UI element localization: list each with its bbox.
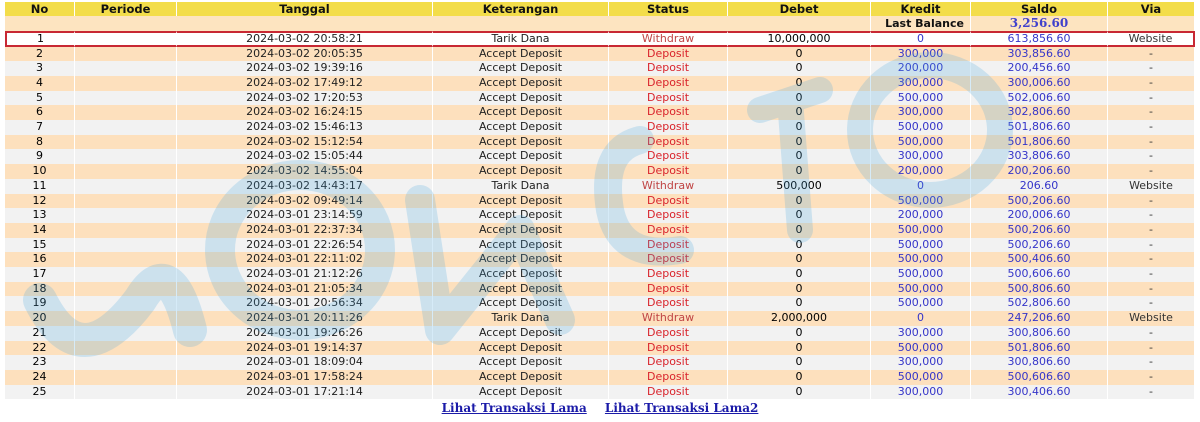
row-kredit: 500,000 bbox=[871, 194, 971, 209]
transaction-table bbox=[5, 2, 1195, 399]
row-debet: 0 bbox=[728, 326, 871, 341]
row-saldo: 300,806.60 bbox=[971, 326, 1108, 341]
row-via: - bbox=[1108, 61, 1195, 76]
row-saldo: 303,806.60 bbox=[971, 149, 1108, 164]
row-via: - bbox=[1108, 105, 1195, 120]
header-periode: Periode bbox=[75, 2, 177, 16]
row-periode bbox=[75, 223, 177, 238]
row-via: - bbox=[1108, 326, 1195, 341]
row-tanggal: 2024-03-01 22:37:34 bbox=[177, 223, 433, 238]
row-status: Deposit bbox=[609, 252, 728, 267]
row-keterangan: Accept Deposit bbox=[433, 355, 609, 370]
row-keterangan: Accept Deposit bbox=[433, 252, 609, 267]
row-status: Deposit bbox=[609, 223, 728, 238]
row-tanggal: 2024-03-02 16:24:15 bbox=[177, 105, 433, 120]
row-kredit: 500,000 bbox=[871, 341, 971, 356]
row-keterangan: Accept Deposit bbox=[433, 370, 609, 385]
row-tanggal: 2024-03-01 19:26:26 bbox=[177, 326, 433, 341]
row-periode bbox=[75, 341, 177, 356]
row-status: Deposit bbox=[609, 341, 728, 356]
row-status: Deposit bbox=[609, 105, 728, 120]
row-no: 15 bbox=[5, 238, 75, 253]
row-saldo: 200,006.60 bbox=[971, 208, 1108, 223]
row-via: - bbox=[1108, 223, 1195, 238]
row-kredit: 200,000 bbox=[871, 164, 971, 179]
table-row bbox=[5, 208, 1195, 223]
row-no: 19 bbox=[5, 296, 75, 311]
row-debet: 0 bbox=[728, 296, 871, 311]
row-keterangan: Accept Deposit bbox=[433, 238, 609, 253]
row-periode bbox=[75, 252, 177, 267]
table-row bbox=[5, 238, 1195, 253]
row-kredit: 0 bbox=[871, 31, 971, 47]
row-no: 24 bbox=[5, 370, 75, 385]
row-via: - bbox=[1108, 341, 1195, 356]
row-no: 20 bbox=[5, 311, 75, 326]
row-debet: 0 bbox=[728, 370, 871, 385]
table-header-row bbox=[5, 2, 1195, 16]
row-periode bbox=[75, 282, 177, 297]
table-row bbox=[5, 267, 1195, 282]
row-keterangan: Accept Deposit bbox=[433, 208, 609, 223]
row-debet: 0 bbox=[728, 267, 871, 282]
header-no: No bbox=[5, 2, 75, 16]
row-tanggal: 2024-03-02 09:49:14 bbox=[177, 194, 433, 209]
row-status: Deposit bbox=[609, 120, 728, 135]
table-row bbox=[5, 135, 1195, 150]
row-kredit: 0 bbox=[871, 179, 971, 194]
row-kredit: 300,000 bbox=[871, 149, 971, 164]
row-status: Deposit bbox=[609, 326, 728, 341]
row-keterangan: Accept Deposit bbox=[433, 164, 609, 179]
row-periode bbox=[75, 355, 177, 370]
row-via: - bbox=[1108, 194, 1195, 209]
row-no: 6 bbox=[5, 105, 75, 120]
last-balance-row bbox=[5, 16, 1195, 31]
row-status: Deposit bbox=[609, 91, 728, 106]
row-periode bbox=[75, 238, 177, 253]
row-periode bbox=[75, 326, 177, 341]
row-keterangan: Accept Deposit bbox=[433, 223, 609, 238]
row-debet: 0 bbox=[728, 208, 871, 223]
row-keterangan: Accept Deposit bbox=[433, 149, 609, 164]
row-status: Deposit bbox=[609, 385, 728, 400]
row-via: - bbox=[1108, 385, 1195, 400]
row-tanggal: 2024-03-01 22:11:02 bbox=[177, 252, 433, 267]
table-row bbox=[5, 61, 1195, 76]
row-debet: 0 bbox=[728, 149, 871, 164]
row-kredit: 300,000 bbox=[871, 385, 971, 400]
row-keterangan: Accept Deposit bbox=[433, 135, 609, 150]
row-periode bbox=[75, 61, 177, 76]
row-tanggal: 2024-03-01 22:26:54 bbox=[177, 238, 433, 253]
row-kredit: 500,000 bbox=[871, 370, 971, 385]
row-status: Deposit bbox=[609, 296, 728, 311]
table-row bbox=[5, 164, 1195, 179]
row-status: Withdraw bbox=[609, 311, 728, 326]
row-status: Deposit bbox=[609, 370, 728, 385]
row-keterangan: Accept Deposit bbox=[433, 105, 609, 120]
row-saldo: 502,006.60 bbox=[971, 91, 1108, 106]
row-status: Deposit bbox=[609, 164, 728, 179]
row-debet: 10,000,000 bbox=[728, 31, 871, 47]
row-periode bbox=[75, 149, 177, 164]
row-keterangan: Accept Deposit bbox=[433, 341, 609, 356]
row-no: 5 bbox=[5, 91, 75, 106]
row-status: Deposit bbox=[609, 149, 728, 164]
row-saldo: 500,806.60 bbox=[971, 282, 1108, 297]
row-keterangan: Accept Deposit bbox=[433, 282, 609, 297]
last-balance-label: Last Balance bbox=[871, 16, 971, 31]
row-status: Deposit bbox=[609, 238, 728, 253]
header-keterangan: Keterangan bbox=[433, 2, 609, 16]
row-tanggal: 2024-03-02 15:46:13 bbox=[177, 120, 433, 135]
row-no: 25 bbox=[5, 385, 75, 400]
row-kredit: 300,000 bbox=[871, 326, 971, 341]
row-tanggal: 2024-03-02 14:43:17 bbox=[177, 179, 433, 194]
row-debet: 0 bbox=[728, 61, 871, 76]
row-tanggal: 2024-03-01 21:05:34 bbox=[177, 282, 433, 297]
row-no: 9 bbox=[5, 149, 75, 164]
last-balance-value: 3,256.60 bbox=[971, 16, 1108, 31]
row-saldo: 500,606.60 bbox=[971, 370, 1108, 385]
row-tanggal: 2024-03-02 20:58:21 bbox=[177, 31, 433, 47]
table-row bbox=[5, 76, 1195, 91]
row-status: Withdraw bbox=[609, 31, 728, 47]
row-no: 14 bbox=[5, 223, 75, 238]
table-row bbox=[5, 296, 1195, 311]
row-periode bbox=[75, 31, 177, 47]
row-via: Website bbox=[1108, 179, 1195, 194]
row-kredit: 300,000 bbox=[871, 47, 971, 62]
row-via: Website bbox=[1108, 311, 1195, 326]
row-debet: 500,000 bbox=[728, 179, 871, 194]
row-no: 10 bbox=[5, 164, 75, 179]
row-saldo: 501,806.60 bbox=[971, 120, 1108, 135]
row-saldo: 500,206.60 bbox=[971, 194, 1108, 209]
row-no: 13 bbox=[5, 208, 75, 223]
row-via: - bbox=[1108, 282, 1195, 297]
row-no: 8 bbox=[5, 135, 75, 150]
row-via: - bbox=[1108, 208, 1195, 223]
row-keterangan: Tarik Dana bbox=[433, 31, 609, 47]
row-no: 22 bbox=[5, 341, 75, 356]
row-debet: 0 bbox=[728, 282, 871, 297]
row-saldo: 500,606.60 bbox=[971, 267, 1108, 282]
table-row bbox=[5, 120, 1195, 135]
row-status: Deposit bbox=[609, 61, 728, 76]
row-kredit: 300,000 bbox=[871, 355, 971, 370]
table-row bbox=[5, 31, 1195, 47]
row-status: Deposit bbox=[609, 76, 728, 91]
table-row bbox=[5, 47, 1195, 62]
row-saldo: 200,456.60 bbox=[971, 61, 1108, 76]
row-periode bbox=[75, 179, 177, 194]
row-periode bbox=[75, 135, 177, 150]
row-saldo: 501,806.60 bbox=[971, 341, 1108, 356]
row-saldo: 613,856.60 bbox=[971, 31, 1108, 47]
row-periode bbox=[75, 370, 177, 385]
row-debet: 0 bbox=[728, 194, 871, 209]
footer-links bbox=[5, 401, 1195, 415]
row-tanggal: 2024-03-01 17:58:24 bbox=[177, 370, 433, 385]
row-via: - bbox=[1108, 91, 1195, 106]
row-via: - bbox=[1108, 164, 1195, 179]
row-kredit: 200,000 bbox=[871, 61, 971, 76]
row-saldo: 200,206.60 bbox=[971, 164, 1108, 179]
row-kredit: 300,000 bbox=[871, 105, 971, 120]
row-kredit: 0 bbox=[871, 311, 971, 326]
row-debet: 0 bbox=[728, 135, 871, 150]
row-tanggal: 2024-03-02 20:05:35 bbox=[177, 47, 433, 62]
table-row bbox=[5, 326, 1195, 341]
row-debet: 0 bbox=[728, 385, 871, 400]
row-tanggal: 2024-03-01 20:11:26 bbox=[177, 311, 433, 326]
row-keterangan: Tarik Dana bbox=[433, 179, 609, 194]
row-kredit: 500,000 bbox=[871, 252, 971, 267]
row-periode bbox=[75, 47, 177, 62]
row-keterangan: Accept Deposit bbox=[433, 194, 609, 209]
row-debet: 0 bbox=[728, 252, 871, 267]
row-kredit: 500,000 bbox=[871, 238, 971, 253]
row-kredit: 500,000 bbox=[871, 296, 971, 311]
row-kredit: 500,000 bbox=[871, 135, 971, 150]
header-saldo: Saldo bbox=[971, 2, 1108, 16]
row-no: 2 bbox=[5, 47, 75, 62]
row-keterangan: Accept Deposit bbox=[433, 385, 609, 400]
row-periode bbox=[75, 76, 177, 91]
row-status: Withdraw bbox=[609, 179, 728, 194]
row-via: - bbox=[1108, 135, 1195, 150]
row-tanggal: 2024-03-02 19:39:16 bbox=[177, 61, 433, 76]
row-debet: 0 bbox=[728, 223, 871, 238]
table-row bbox=[5, 91, 1195, 106]
row-kredit: 500,000 bbox=[871, 267, 971, 282]
row-saldo: 500,206.60 bbox=[971, 223, 1108, 238]
row-tanggal: 2024-03-01 17:21:14 bbox=[177, 385, 433, 400]
row-keterangan: Accept Deposit bbox=[433, 47, 609, 62]
row-periode bbox=[75, 267, 177, 282]
header-via: Via bbox=[1108, 2, 1195, 16]
row-status: Deposit bbox=[609, 267, 728, 282]
row-tanggal: 2024-03-02 15:05:44 bbox=[177, 149, 433, 164]
table-row bbox=[5, 179, 1195, 194]
transaction-history bbox=[5, 2, 1195, 415]
table-row bbox=[5, 149, 1195, 164]
row-status: Deposit bbox=[609, 282, 728, 297]
row-via: - bbox=[1108, 149, 1195, 164]
row-no: 11 bbox=[5, 179, 75, 194]
row-periode bbox=[75, 194, 177, 209]
row-via: - bbox=[1108, 120, 1195, 135]
row-saldo: 206.60 bbox=[971, 179, 1108, 194]
row-via: - bbox=[1108, 47, 1195, 62]
row-via: - bbox=[1108, 252, 1195, 267]
table-row bbox=[5, 355, 1195, 370]
row-saldo: 501,806.60 bbox=[971, 135, 1108, 150]
row-tanggal: 2024-03-01 18:09:04 bbox=[177, 355, 433, 370]
row-saldo: 247,206.60 bbox=[971, 311, 1108, 326]
row-no: 7 bbox=[5, 120, 75, 135]
row-keterangan: Accept Deposit bbox=[433, 61, 609, 76]
row-keterangan: Accept Deposit bbox=[433, 326, 609, 341]
row-kredit: 500,000 bbox=[871, 91, 971, 106]
row-keterangan: Accept Deposit bbox=[433, 120, 609, 135]
row-no: 16 bbox=[5, 252, 75, 267]
row-debet: 0 bbox=[728, 120, 871, 135]
header-kredit: Kredit bbox=[871, 2, 971, 16]
old-transactions-2-link[interactable]: Lihat Transaksi Lama2 bbox=[604, 401, 759, 416]
row-saldo: 500,206.60 bbox=[971, 238, 1108, 253]
row-periode bbox=[75, 164, 177, 179]
row-keterangan: Accept Deposit bbox=[433, 296, 609, 311]
table-row bbox=[5, 252, 1195, 267]
row-keterangan: Accept Deposit bbox=[433, 267, 609, 282]
row-tanggal: 2024-03-01 20:56:34 bbox=[177, 296, 433, 311]
row-saldo: 300,806.60 bbox=[971, 355, 1108, 370]
table-row bbox=[5, 223, 1195, 238]
row-debet: 0 bbox=[728, 91, 871, 106]
row-periode bbox=[75, 385, 177, 400]
row-no: 12 bbox=[5, 194, 75, 209]
row-tanggal: 2024-03-02 17:49:12 bbox=[177, 76, 433, 91]
table-row bbox=[5, 385, 1195, 400]
row-no: 21 bbox=[5, 326, 75, 341]
row-status: Deposit bbox=[609, 47, 728, 62]
row-debet: 0 bbox=[728, 355, 871, 370]
row-kredit: 500,000 bbox=[871, 282, 971, 297]
row-tanggal: 2024-03-01 23:14:59 bbox=[177, 208, 433, 223]
table-row bbox=[5, 282, 1195, 297]
row-debet: 0 bbox=[728, 105, 871, 120]
row-via: - bbox=[1108, 355, 1195, 370]
row-periode bbox=[75, 311, 177, 326]
row-no: 18 bbox=[5, 282, 75, 297]
row-via: - bbox=[1108, 296, 1195, 311]
row-periode bbox=[75, 120, 177, 135]
row-periode bbox=[75, 208, 177, 223]
old-transactions-link[interactable]: Lihat Transaksi Lama bbox=[441, 401, 587, 416]
row-saldo: 303,856.60 bbox=[971, 47, 1108, 62]
row-kredit: 500,000 bbox=[871, 223, 971, 238]
row-periode bbox=[75, 105, 177, 120]
row-debet: 0 bbox=[728, 341, 871, 356]
row-via: - bbox=[1108, 370, 1195, 385]
row-periode bbox=[75, 91, 177, 106]
row-kredit: 500,000 bbox=[871, 120, 971, 135]
row-debet: 2,000,000 bbox=[728, 311, 871, 326]
row-no: 4 bbox=[5, 76, 75, 91]
row-no: 17 bbox=[5, 267, 75, 282]
row-saldo: 302,806.60 bbox=[971, 105, 1108, 120]
row-tanggal: 2024-03-01 21:12:26 bbox=[177, 267, 433, 282]
row-saldo: 300,006.60 bbox=[971, 76, 1108, 91]
row-via: Website bbox=[1108, 31, 1195, 47]
header-debet: Debet bbox=[728, 2, 871, 16]
table-row bbox=[5, 194, 1195, 209]
row-kredit: 200,000 bbox=[871, 208, 971, 223]
row-debet: 0 bbox=[728, 238, 871, 253]
row-status: Deposit bbox=[609, 194, 728, 209]
row-periode bbox=[75, 296, 177, 311]
row-kredit: 300,000 bbox=[871, 76, 971, 91]
row-via: - bbox=[1108, 76, 1195, 91]
row-status: Deposit bbox=[609, 208, 728, 223]
row-tanggal: 2024-03-02 17:20:53 bbox=[177, 91, 433, 106]
row-keterangan: Accept Deposit bbox=[433, 76, 609, 91]
row-tanggal: 2024-03-01 19:14:37 bbox=[177, 341, 433, 356]
row-debet: 0 bbox=[728, 76, 871, 91]
row-no: 1 bbox=[5, 31, 75, 47]
row-no: 3 bbox=[5, 61, 75, 76]
row-debet: 0 bbox=[728, 164, 871, 179]
row-via: - bbox=[1108, 238, 1195, 253]
row-keterangan: Accept Deposit bbox=[433, 91, 609, 106]
row-keterangan: Tarik Dana bbox=[433, 311, 609, 326]
row-saldo: 502,806.60 bbox=[971, 296, 1108, 311]
row-tanggal: 2024-03-02 14:55:04 bbox=[177, 164, 433, 179]
row-saldo: 300,406.60 bbox=[971, 385, 1108, 400]
table-row bbox=[5, 370, 1195, 385]
row-debet: 0 bbox=[728, 47, 871, 62]
table-row bbox=[5, 105, 1195, 120]
header-tanggal: Tanggal bbox=[177, 2, 433, 16]
row-saldo: 500,406.60 bbox=[971, 252, 1108, 267]
row-status: Deposit bbox=[609, 355, 728, 370]
row-status: Deposit bbox=[609, 135, 728, 150]
row-tanggal: 2024-03-02 15:12:54 bbox=[177, 135, 433, 150]
table-row bbox=[5, 311, 1195, 326]
row-no: 23 bbox=[5, 355, 75, 370]
row-via: - bbox=[1108, 267, 1195, 282]
header-status: Status bbox=[609, 2, 728, 16]
table-row bbox=[5, 341, 1195, 356]
